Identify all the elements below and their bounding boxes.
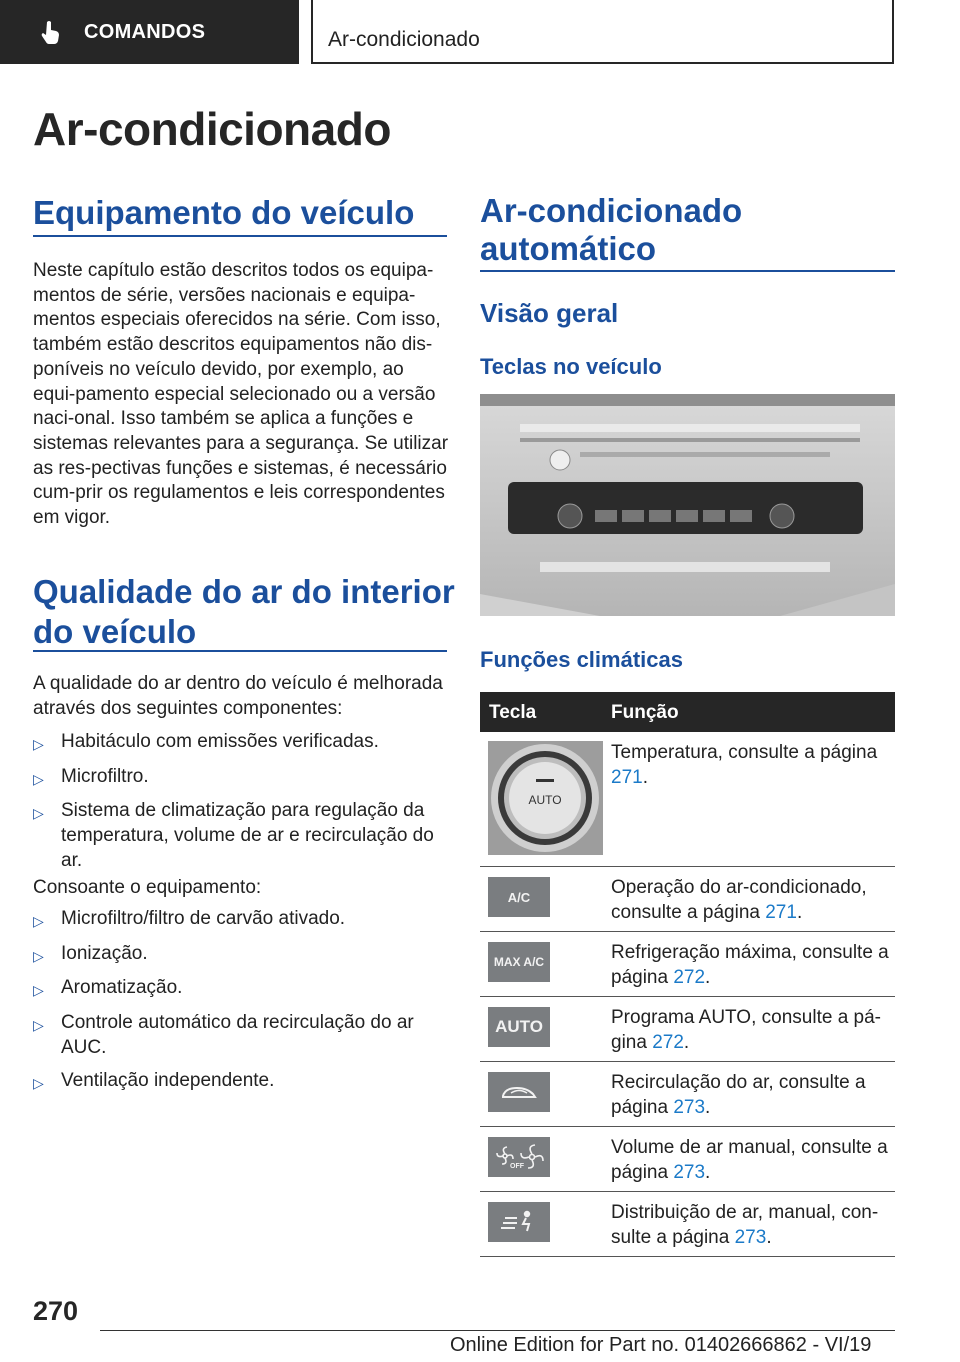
ac-button-icon: A/C (488, 877, 550, 917)
climate-panel-photo (480, 394, 895, 616)
triangle-bullet-icon: ▷ (33, 1017, 44, 1034)
page-link[interactable]: 273 (673, 1162, 706, 1183)
bullet-list-equipment (33, 907, 447, 1095)
list-item: ▷ Microfiltro. (33, 765, 447, 792)
footer-edition: Online Edition for Part no. 01402666862 - VI/19 (450, 1334, 872, 1356)
list-item: ▷ Ventilação independente. (33, 1069, 447, 1096)
triangle-bullet-icon: ▷ (33, 805, 44, 822)
heading-visao-geral: Visão geral (480, 298, 619, 328)
row-text: Refrigeração máxima, consulte a página 272. (611, 942, 889, 988)
row-text: Volume de ar manual, consulte a página 273. (611, 1137, 888, 1183)
col-header-tecla: Tecla (489, 702, 537, 723)
qualidade-intro: A qualidade do ar dentro do veículo é melhorada através dos seguintes componentes: (33, 673, 443, 719)
section-title-qualidade-line2: do veículo (33, 613, 197, 650)
section-header-title: Ar-condicionado (328, 28, 480, 51)
chapter-tab-label: COMANDOS (84, 20, 206, 43)
section-rule (33, 235, 447, 237)
triangle-bullet-icon: ▷ (33, 736, 44, 752)
page-title: Ar-condicionado (33, 103, 391, 155)
list-item: ▷ Ionização. (33, 942, 447, 969)
triangle-bullet-icon: ▷ (33, 947, 44, 964)
hand-pointer-icon (38, 19, 64, 45)
triangle-bullet-icon: ▷ (33, 982, 44, 999)
equipamento-paragraph: Neste capítulo estão descritos todos os equipa-mentos de série, versões nacionais e equipa-mentos especiais oferecidos na série. Com isso, também estão descritos equipamentos não dis-poníveis no veículo devido, por exemplo, ao equi-pamento especial selecionado ou a versão naci-onal. Isso também se aplica a funções e sistemas relevantes para a segurança. Se utilizar as res-pectivas funções e sistemas, é necessário cum-prir os regulamentos e leis correspondentes em vigor. (33, 260, 449, 529)
page-link[interactable]: 271 (611, 767, 643, 788)
auto-button-icon: AUTO (488, 1007, 550, 1047)
heading-funcoes: Funções climáticas (480, 647, 683, 672)
svg-text:AUTO: AUTO (528, 793, 562, 807)
table-row (480, 997, 895, 1062)
table-row (480, 867, 895, 932)
row-text: Temperatura, consulte a página 271. (611, 742, 878, 788)
page-number: 270 (33, 1296, 79, 1326)
list-item: ▷ Controle automático da recirculação do ar AUC. (33, 1011, 447, 1060)
section-title-automatico-line1: Ar-condicionado (480, 192, 743, 229)
triangle-bullet-icon: ▷ (33, 1074, 44, 1091)
row-text: Programa AUTO, consulte a pá-gina 272. (611, 1007, 881, 1053)
page-link[interactable]: 273 (673, 1097, 706, 1118)
list-item: ▷ Habitáculo com emissões verificadas. (33, 730, 447, 757)
section-header (311, 0, 894, 64)
bullet-list-components (33, 730, 447, 874)
list-item: ▷ Sistema de climatização para regulação da temperatura, volume de ar e recirculação do ar. (33, 799, 447, 873)
table-row (480, 932, 895, 997)
row-text: Distribuição de ar, manual, con-sulte a página 273. (611, 1202, 879, 1248)
triangle-bullet-icon: ▷ (33, 770, 44, 787)
footer-rule (100, 1330, 895, 1331)
section-title-automatico-line2: automático (480, 230, 657, 267)
air-distribution-icon (488, 1202, 550, 1242)
section-title-qualidade-line1: Qualidade do ar do interior (33, 573, 455, 610)
section-rule (33, 650, 447, 652)
table-row (480, 1062, 895, 1127)
table-row (480, 1192, 895, 1257)
page-link[interactable]: 272 (652, 1032, 684, 1053)
table-header (480, 692, 895, 732)
recirculation-icon (488, 1072, 550, 1112)
chapter-tab[interactable] (0, 0, 299, 64)
triangle-bullet-icon: ▷ (33, 913, 44, 929)
table-row (480, 1127, 895, 1192)
section-rule (480, 270, 895, 272)
table-row (480, 732, 895, 867)
section-title-qualidade (33, 572, 455, 652)
row-text: Recirculação do ar, consulte a página 273. (611, 1072, 866, 1118)
row-text: Operação do ar-condicionado, consulte a página 271. (611, 877, 867, 923)
col-header-funcao: Função (611, 702, 679, 723)
fan-icon (488, 1137, 550, 1177)
page-link[interactable]: 272 (673, 967, 706, 988)
svg-text:OFF: OFF (510, 1163, 524, 1170)
page-link[interactable]: 271 (765, 902, 797, 923)
heading-teclas: Teclas no veículo (480, 354, 662, 379)
max-ac-button-icon: MAX A/C (488, 942, 550, 982)
list-item: ▷ Aromatização. (33, 976, 447, 1003)
page-link[interactable]: 273 (734, 1227, 767, 1248)
list-item: ▷ Microfiltro/filtro de carvão ativado. (33, 907, 447, 934)
section-title-automatico (480, 192, 742, 268)
consoante-label: Consoante o equipamento: (33, 877, 262, 898)
section-title-equipamento: Equipamento do veículo (33, 194, 415, 231)
temperature-knob-icon (488, 741, 603, 855)
